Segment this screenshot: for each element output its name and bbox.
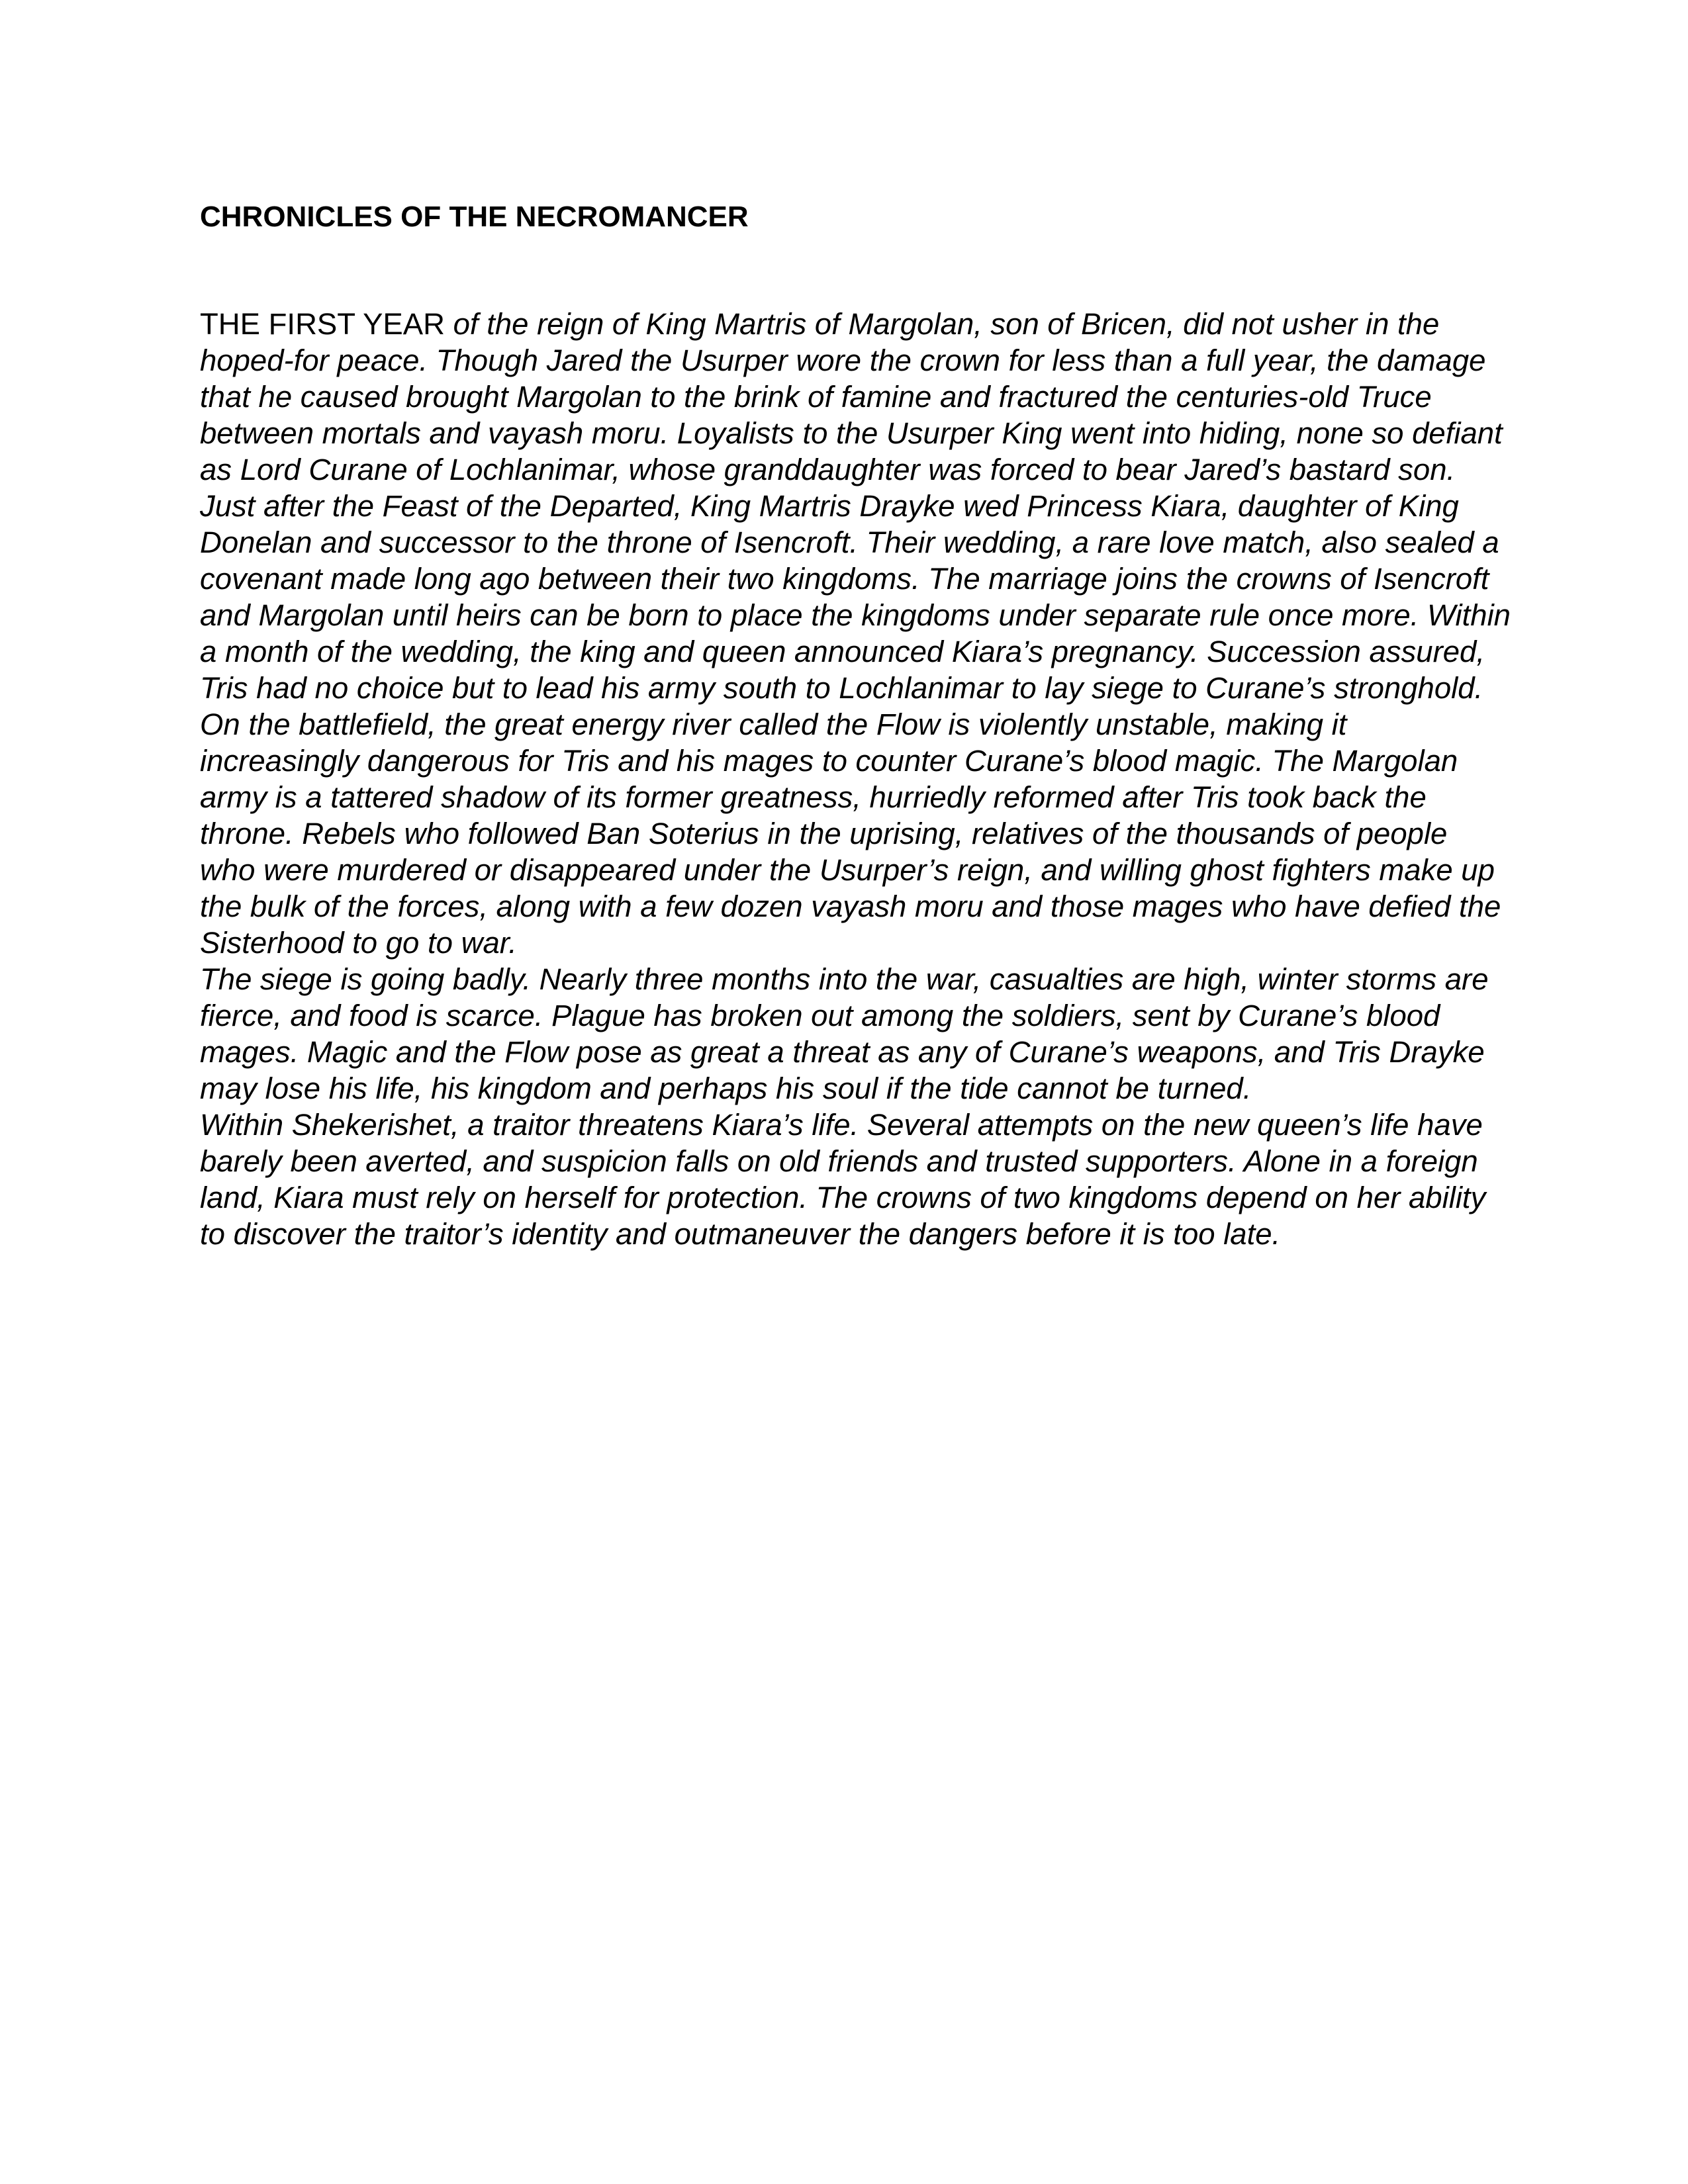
document-page	[200, 0, 1511, 2184]
paragraph-2: Just after the Feast of the Departed, King Martris Drayke wed Princess Kiara, daughter of King Donelan and successor to the throne of Isencroft. Their wedding, a rare love match, also sealed a covenant made long ago between their two kingdoms. The marriage joins the crowns of Isencroft and Margolan until heirs can be born to place the kingdoms under separate rule once more. Within a month of the wedding, the king and queen announced Kiara’s pregnancy. Succession assured, Tris had no choice but to lead his army south to Lochlanimar to lay siege to Curane’s stronghold.	[200, 489, 1511, 705]
document-body	[200, 306, 1511, 1252]
paragraph-4: The siege is going badly. Nearly three months into the war, casualties are high, winter storms are fierce, and food is scarce. Plague has broken out among the soldiers, sent by Curane’s blood mages. Magic and the Flow pose as great a threat as any of Curane’s weapons, and Tris Drayke may lose his life, his kingdom and perhaps his soul if the tide cannot be turned.	[200, 962, 1489, 1105]
paragraph-1	[200, 306, 1511, 488]
document-title: CHRONICLES OF THE NECROMANCER	[200, 201, 749, 233]
paragraph-5: Within Shekerishet, a traitor threatens Kiara’s life. Several attempts on the new queen’s life have barely been averted, and suspicion falls on old friends and trusted supporters. Alone in a foreign land, Kiara must rely on herself for protection. The crowns of two kingdoms depend on her ability to discover the traitor’s identity and outmaneuver the dangers before it is too late.	[200, 1108, 1486, 1251]
paragraph-lead: THE FIRST YEAR	[200, 307, 445, 341]
paragraph-3: On the battlefield, the great energy river called the Flow is violently unstable, making it increasingly dangerous for Tris and his mages to counter Curane’s blood magic. The Margolan army is a tattered shadow of its former greatness, hurriedly reformed after Tris took back the throne. Rebels who followed Ban Soterius in the uprising, relatives of the thousands of people who were murdered or disappeared under the Usurper’s reign, and willing ghost fighters make up the bulk of the forces, along with a few dozen vayash moru and those mages who have defied the Sisterhood to go to war.	[200, 707, 1501, 960]
paragraph-text: of the reign of King Martris of Margolan, son of Bricen, did not usher in the hoped-for peace. Though Jared the Usurper wore the crown for less than a full year, the damage that he caused brought Margolan to the brink of famine and fractured the centuries-old Truce between mortals and vayash moru. Loyalists to the Usurper King went into hiding, none so defiant as Lord Curane of Lochlanimar, whose granddaughter was forced to bear Jared’s bastard son.	[200, 307, 1503, 486]
